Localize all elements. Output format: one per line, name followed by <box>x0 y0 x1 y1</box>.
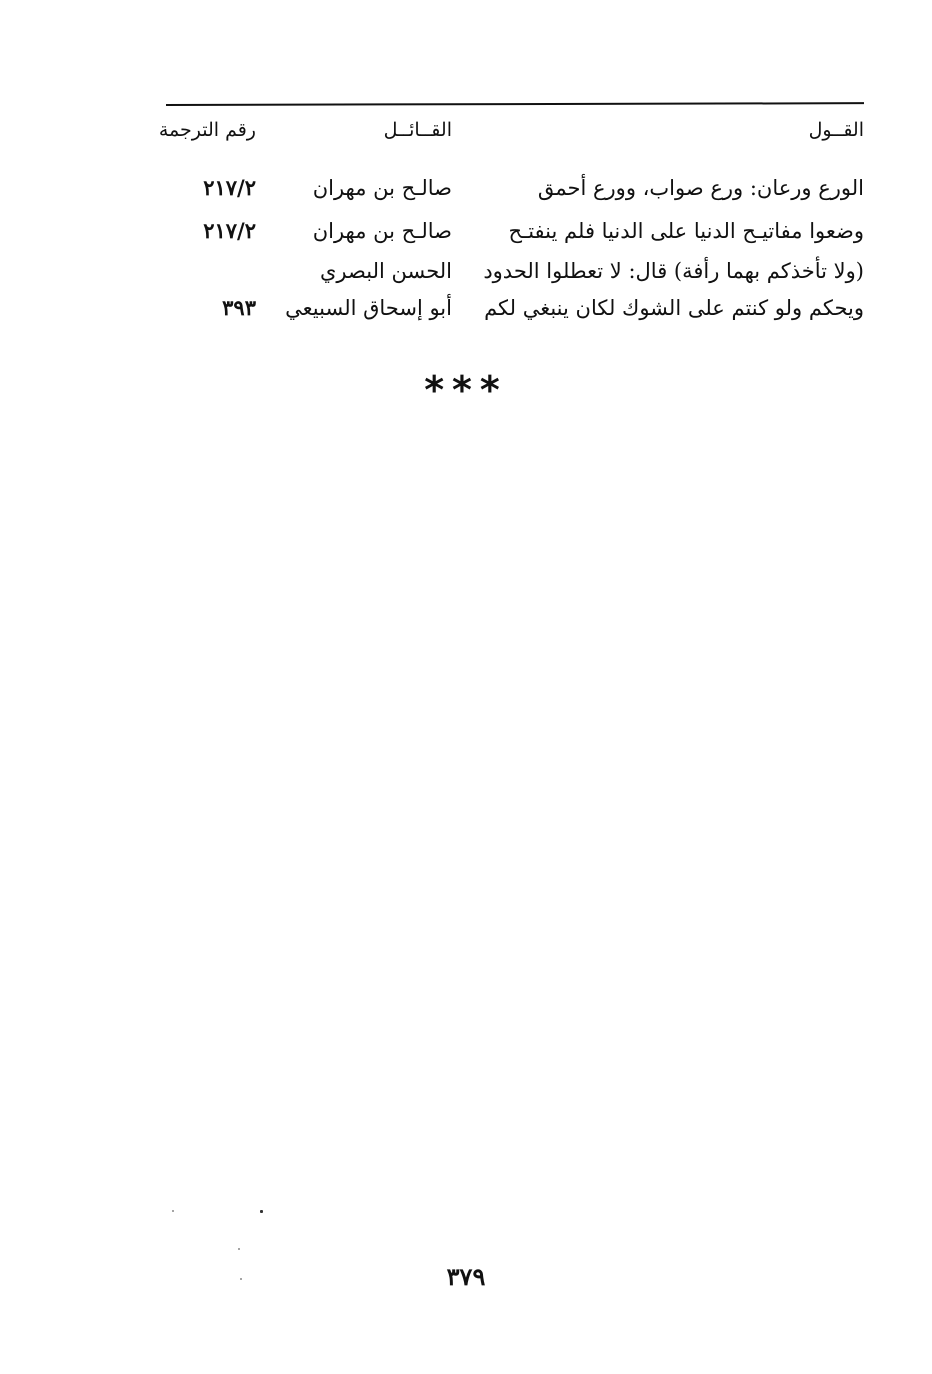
table-top-rule <box>166 102 864 106</box>
scan-speck <box>260 1210 263 1213</box>
header-speaker: القــائــل <box>383 119 452 141</box>
table-row <box>166 215 864 247</box>
table-header-row <box>158 114 864 146</box>
header-saying: القــول <box>808 119 864 141</box>
table-row <box>166 172 864 204</box>
row-saying: الورع ورعان: ورع صواب، وورع أحمق <box>537 176 864 200</box>
row-saying: (ولا تأخذكم بهما رأفة) قال: لا تعطلوا الحدود <box>483 259 864 283</box>
row-speaker: صالـح بن مهران <box>312 219 452 243</box>
header-ref: رقم الترجمة <box>158 119 256 141</box>
section-separator: *** <box>424 368 508 412</box>
row-ref: ٣٩٣ <box>222 295 256 320</box>
row-speaker: صالـح بن مهران <box>312 176 452 200</box>
row-speaker: أبو إسحاق السبيعي <box>285 296 452 320</box>
table-row <box>166 255 864 287</box>
scan-speck <box>240 1278 242 1280</box>
row-ref: ٢١٧/٢ <box>203 175 256 200</box>
scan-speck <box>238 1248 240 1250</box>
scan-speck <box>172 1210 174 1212</box>
row-ref: ٢١٧/٢ <box>203 218 256 243</box>
page-number: ٣٧٩ <box>446 1262 486 1291</box>
row-saying: وضعوا مفاتيـح الدنيا على الدنيا فلم ينفتـح <box>508 219 864 243</box>
row-saying: ويحكم ولو كنتم على الشوك لكان ينبغي لكم <box>484 296 864 320</box>
row-speaker: الحسن البصري <box>320 259 452 283</box>
table-row <box>166 292 864 324</box>
